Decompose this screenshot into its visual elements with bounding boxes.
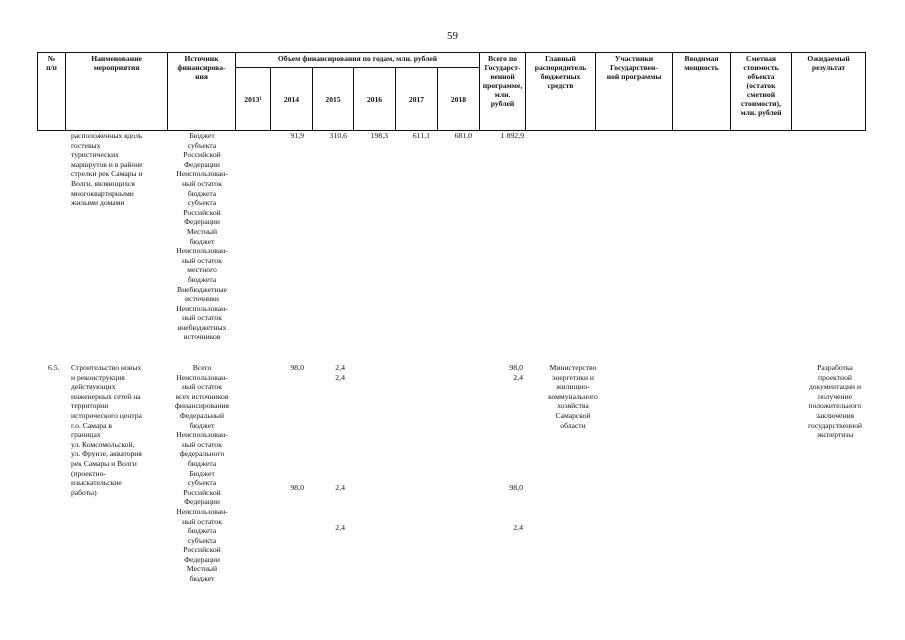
row-65-subj-2015: 2,4 (335, 483, 345, 492)
row-prev-total: 1 892,9 (500, 131, 524, 140)
row-prev-2015: 310,6 (329, 131, 347, 140)
header-year: 2017 (396, 68, 438, 131)
row-prev-2016: 198,3 (370, 131, 388, 140)
header-participants: Участники Государствен- ной программы (596, 53, 673, 131)
table-header (37, 52, 866, 131)
row-prev-name: расположенных вдоль гостевых туристических маршрутов и в районе стрелки рек Самары и Волги, являющихся многоквартирными жилыми домами (71, 131, 143, 208)
page-number: 59 (447, 30, 458, 42)
row-65-subj-2014: 98,0 (290, 483, 304, 492)
row-65-subj-ost-2015: 2,4 (335, 523, 345, 532)
row-65-sources: Всего Неиспользован- ный остаток всех источников финансирования Федеральный бюджет Неиспользован- ный остаток федерального бюджета Бюджет субъекта Российской Федерации Неиспользован- ный остаток бюджета субъекта Российской Федерации Местный бюджет (175, 363, 229, 584)
row-65-vsego-total: 98,0 (509, 363, 523, 372)
header-volume: Объем финансирования по годам, млн. рублей (236, 53, 480, 68)
header-capacity: Вводимая мощность (673, 53, 731, 131)
row-65-vsego-2015: 2,4 (335, 363, 345, 372)
row-65-subj-total: 98,0 (509, 483, 523, 492)
row-65-name: Строительство новых и реконструкция действующих инженерных сетей на территории исторического центра г.о. Самара в границах ул. Комсомольской, ул. Фрунзе, акватория рек Самары и Волги (проектно- изыскательские работы) (71, 363, 142, 497)
header-total: Всего по Государст- венной программе, млн. рублей (480, 53, 526, 131)
header-manager: Главный распорядитель бюджетных средств (526, 53, 596, 131)
row-prev-sources: Бюджет субъекта Российской Федерации Неиспользован- ный остаток бюджета субъекта Российской Федерации Местный бюджет Неиспользован- ный остаток местного бюджета Внебюджетные источники Неиспользован- ный остаток внебюджетных источников (176, 131, 228, 342)
header-num: № п/п (38, 53, 66, 131)
header-year: 2016 (354, 68, 396, 131)
header-year: 2013¹ (236, 68, 271, 131)
row-65-ost-2015: 2,4 (335, 373, 345, 382)
header-year: 2015 (313, 68, 354, 131)
row-65-subj-ost-total: 2,4 (513, 523, 523, 532)
header-source: Источник финансирова- ния (168, 53, 236, 131)
row-65-result: Разработка проектной документации и получение положительного заключения государственной экспертизы (807, 363, 863, 440)
header-year: 2018 (438, 68, 480, 131)
row-prev-2018: 681,0 (454, 131, 472, 140)
header-year: 2014 (271, 68, 313, 131)
row-prev-2014: 91,9 (290, 131, 304, 140)
row-prev-2017: 611,1 (412, 131, 430, 140)
row-65-vsego-2014: 98,0 (290, 363, 304, 372)
row-65-ost-total: 2,4 (513, 373, 523, 382)
header-name: Наименование мероприятия (66, 53, 168, 131)
header-result: Ожидаемый результат (792, 53, 866, 131)
row-65-num: 6.5. (48, 363, 60, 372)
header-cost: Сметная стоимость объекта (остаток сметной стоимости), млн. рублей (731, 53, 792, 131)
row-65-manager: Министерство энергетики и жилищно- коммунального хозяйства Самарской области (548, 363, 598, 430)
